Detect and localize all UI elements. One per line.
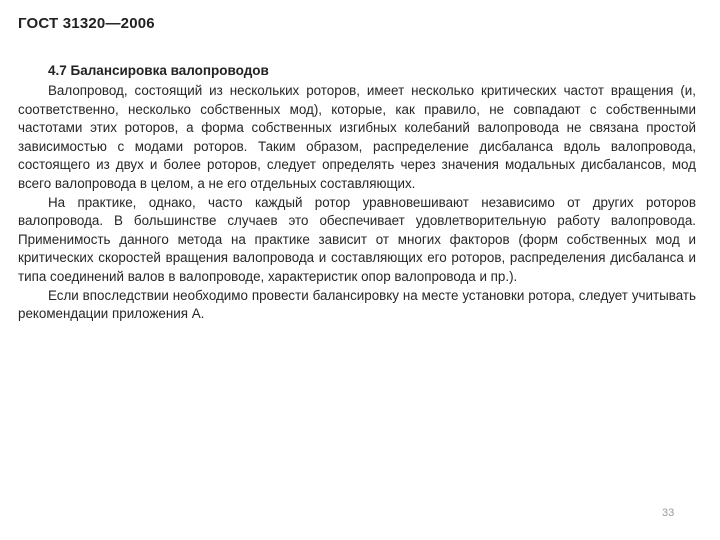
section-4-7 — [18, 62, 696, 324]
section-title: 4.7 Балансировка валопроводов — [48, 63, 269, 78]
section-body — [18, 82, 696, 324]
paragraph-3: Если впоследствии необходимо провести балансировку на месте установки ротора, следует учитывать рекомендации приложения А. — [18, 287, 696, 322]
paragraph-2: На практике, однако, часто каждый ротор уравновешивают независимо от других роторов валопровода. В большинстве случаев это обеспечивает удовлетворительную работу валопровода. Применимость данного метода на практике зависит от многих факторов (форм собственных мод и критических скоростей вращения валопровода и составляющих его роторов, распределения дисбаланса и типа соединений валов в валопроводе, характеристик опор валопровода и пр.). — [18, 194, 696, 284]
paragraph-1: Валопровод, состоящий из нескольких роторов, имеет несколько критических частот вращения (и, соответственно, несколько собственных мод), которые, как правило, не совпадают с собственными частотами этих роторов, а форма собственных изгибных колебаний валопровода не связана простой зависимостью с модами роторов. Таким образом, распределение дисбаланса вдоль валопровода, состоящего из двух и более роторов, следует определять через значения модальных дисбалансов, мод всего валопровода в целом, а не его отдельных составляющих. — [18, 83, 696, 191]
standard-header: ГОСТ 31320—2006 — [18, 15, 155, 32]
page-number: 33 — [662, 507, 675, 519]
